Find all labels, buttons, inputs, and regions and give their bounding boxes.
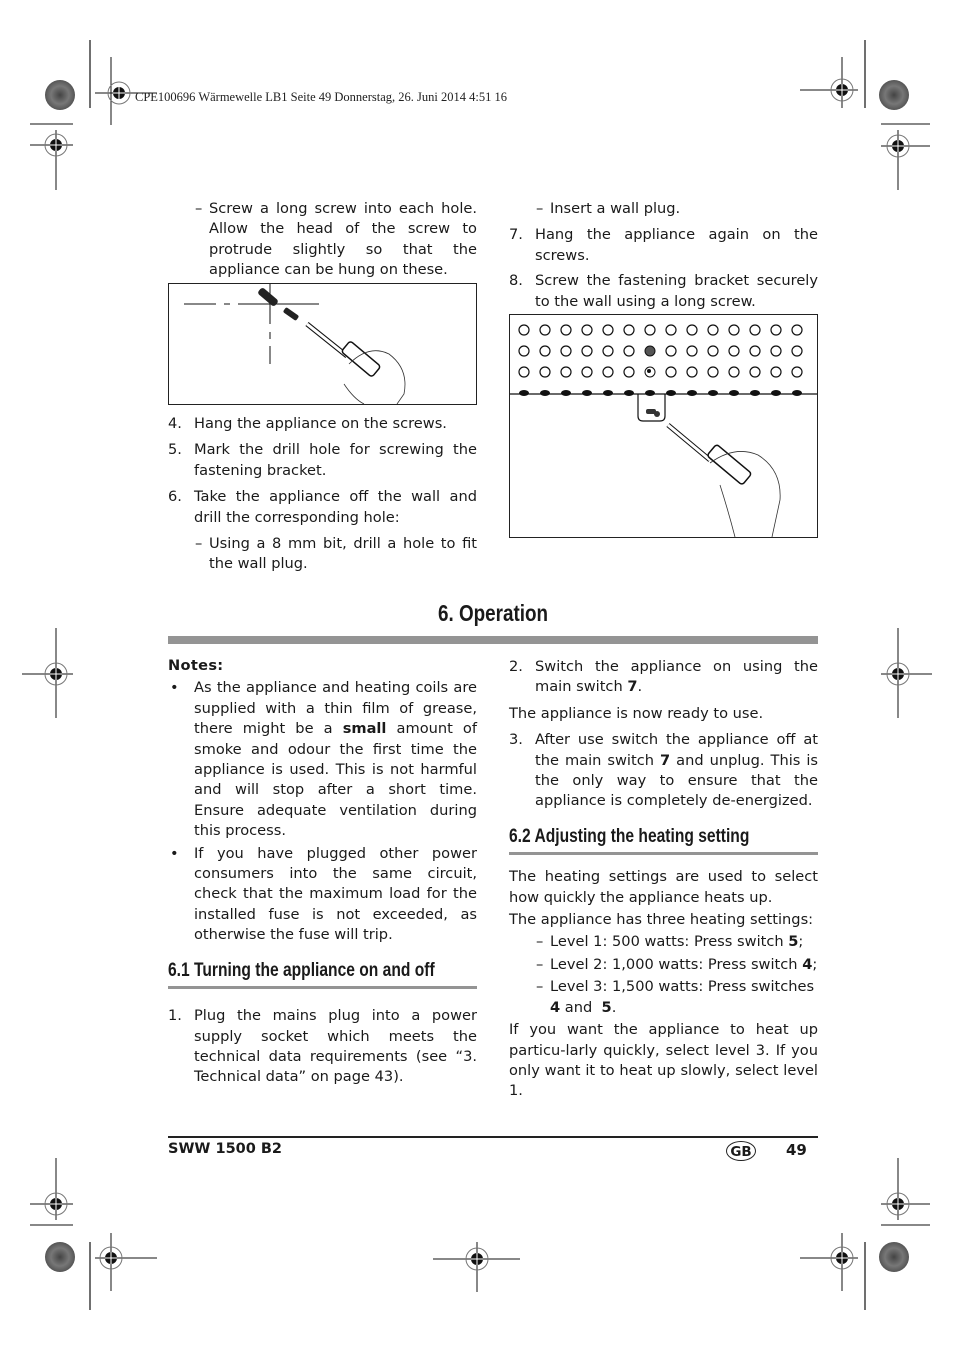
- note-bullet: [168, 678, 477, 841]
- subsection-title: 6.2 Adjusting the heating setting: [509, 824, 750, 847]
- figure-screw-into-wall-plug: [168, 283, 477, 405]
- step-text-part: and unplug. This is the only way to ensure that the appliance is completely de-energized.: [535, 751, 819, 810]
- step-number: 4.: [168, 415, 182, 432]
- step-text: Screw the fastening bracket securely to the wall using a long screw.: [535, 272, 818, 310]
- step-number: 2.: [509, 658, 523, 675]
- step-item: [509, 225, 818, 266]
- switch-number: 7: [659, 751, 671, 769]
- section-divider: [168, 636, 818, 644]
- step-text: Hang the appliance again on the screws.: [535, 226, 818, 264]
- heating-advice: If you want the appliance to heat up particu-larly quickly, select level 3. If you only want it to heat up slowly, select level 1.: [509, 1021, 818, 1100]
- level-text: Level 2: 1,000 watts: Press switch: [550, 955, 803, 973]
- step-number: 5.: [168, 441, 182, 459]
- step-text: Mark the drill hole for screwing the fastening bracket.: [194, 441, 477, 479]
- dash-marker: –: [536, 200, 544, 217]
- dash-marker: –: [536, 933, 544, 951]
- page-number: 49: [786, 1141, 807, 1159]
- step-item: [509, 271, 818, 312]
- instruction-text: Screw a long screw into each hole. Allow the head of the screw to protrude slightly so that the appliance can be hung on these.: [209, 200, 477, 279]
- step-number: 6.: [168, 488, 182, 506]
- step-item: [509, 657, 818, 698]
- instruction-text: Insert a wall plug.: [550, 200, 681, 217]
- step-number: 7.: [509, 226, 523, 244]
- left-column-steps: [168, 414, 477, 575]
- heating-level: [509, 955, 818, 975]
- step-number: 1.: [168, 1007, 182, 1025]
- step-number: 8.: [509, 272, 523, 290]
- subsection-divider: [168, 986, 477, 989]
- heating-level: [509, 932, 818, 952]
- ready-text: The appliance is now ready to use.: [509, 704, 764, 722]
- figure-fastening-bracket: [509, 314, 818, 538]
- bullet-marker: •: [170, 844, 179, 862]
- step-item: [168, 414, 477, 434]
- footer-divider: [168, 1136, 818, 1138]
- step-text: Plug the mains plug into a power supply socket which meets the technical data requirements (see “3. Technical data” on page 43).: [194, 1007, 477, 1086]
- step-text: Take the appliance off the wall and drill the corresponding hole:: [194, 488, 477, 526]
- note-text: If you have plugged other power consumers into the same circuit, check that the maximum load for the installed fuse is not exceeded, as otherwise the fuse will trip.: [194, 844, 477, 944]
- heating-level: [509, 977, 818, 1018]
- subsection-1-heading: [168, 960, 477, 989]
- notes-label: Notes:: [168, 657, 224, 674]
- instruction-dash-item: [168, 199, 477, 281]
- step-text-part: Switch the appliance on using the main switch: [535, 658, 818, 696]
- step-text-part: After use switch the appliance off at the main switch: [535, 731, 818, 769]
- switch-number: 7: [627, 678, 638, 696]
- instruction-text: Using a 8 mm bit, drill a hole to fit the wall plug.: [209, 535, 477, 573]
- subsection-title: 6.1 Turning the appliance on and off: [168, 958, 435, 981]
- level-end: .: [611, 998, 617, 1016]
- dash-marker: –: [536, 978, 544, 996]
- note-emphasis: small: [342, 720, 387, 738]
- right-column-operation: [509, 657, 818, 1102]
- heating-intro: The heating settings are used to select how quickly the appliance heats up.: [509, 868, 818, 906]
- instruction-dash-item: [168, 534, 477, 575]
- screwdriver-illustration: [169, 284, 476, 404]
- switch-number: 4: [802, 955, 813, 973]
- note-bullet: [168, 844, 477, 946]
- subsection-divider: [509, 852, 818, 855]
- appliance-bracket-illustration: [510, 315, 817, 537]
- heating-count: The appliance has three heating settings:: [509, 911, 814, 929]
- step-text-part: .: [637, 678, 643, 696]
- right-column-top: [509, 199, 818, 312]
- switch-number: 5: [601, 998, 612, 1016]
- section-title: 6. Operation: [437, 600, 549, 626]
- level-end: ;: [798, 933, 804, 951]
- note-text-part: As the appliance and heating coils are supplied with a thin film of grease, there might be a: [194, 679, 477, 738]
- country-badge: GB: [726, 1141, 756, 1161]
- step-item: [509, 730, 818, 812]
- model-number: SWW 1500 B2: [168, 1141, 283, 1157]
- left-column-operation: [168, 656, 477, 1088]
- level-end: ;: [812, 955, 818, 973]
- step-item: [168, 487, 477, 528]
- print-slug-header: CPE100696 Wärmewelle LB1 Seite 49 Donnerstag, 26. Juni 2014 4:51 16: [135, 90, 507, 104]
- instruction-dash-item: [509, 199, 818, 219]
- step-number: 3.: [509, 731, 523, 749]
- note-text-part: amount of smoke and odour the first time the appliance is used. This is not harmful and will stop after a short time. Ensure adequate ventilation during this process.: [194, 720, 478, 840]
- switch-number: 4: [550, 998, 561, 1016]
- dash-marker: –: [195, 535, 203, 553]
- switch-number: 5: [788, 933, 799, 951]
- dash-marker: –: [536, 955, 544, 973]
- note-text: [194, 679, 477, 839]
- step-item: [168, 440, 477, 481]
- dash-marker: –: [195, 200, 203, 217]
- step-text: Hang the appliance on the screws.: [194, 415, 447, 432]
- step-item: [168, 1006, 477, 1088]
- step-text: [535, 731, 818, 809]
- level-text: Level 1: 500 watts: Press switch: [550, 933, 789, 951]
- level-text: and: [560, 998, 602, 1016]
- subsection-2-heading: [509, 826, 818, 855]
- step-text: [535, 658, 818, 695]
- level-text: Level 3: 1,500 watts: Press switches: [550, 978, 815, 996]
- bullet-marker: •: [170, 679, 179, 697]
- left-column-top: [168, 199, 477, 281]
